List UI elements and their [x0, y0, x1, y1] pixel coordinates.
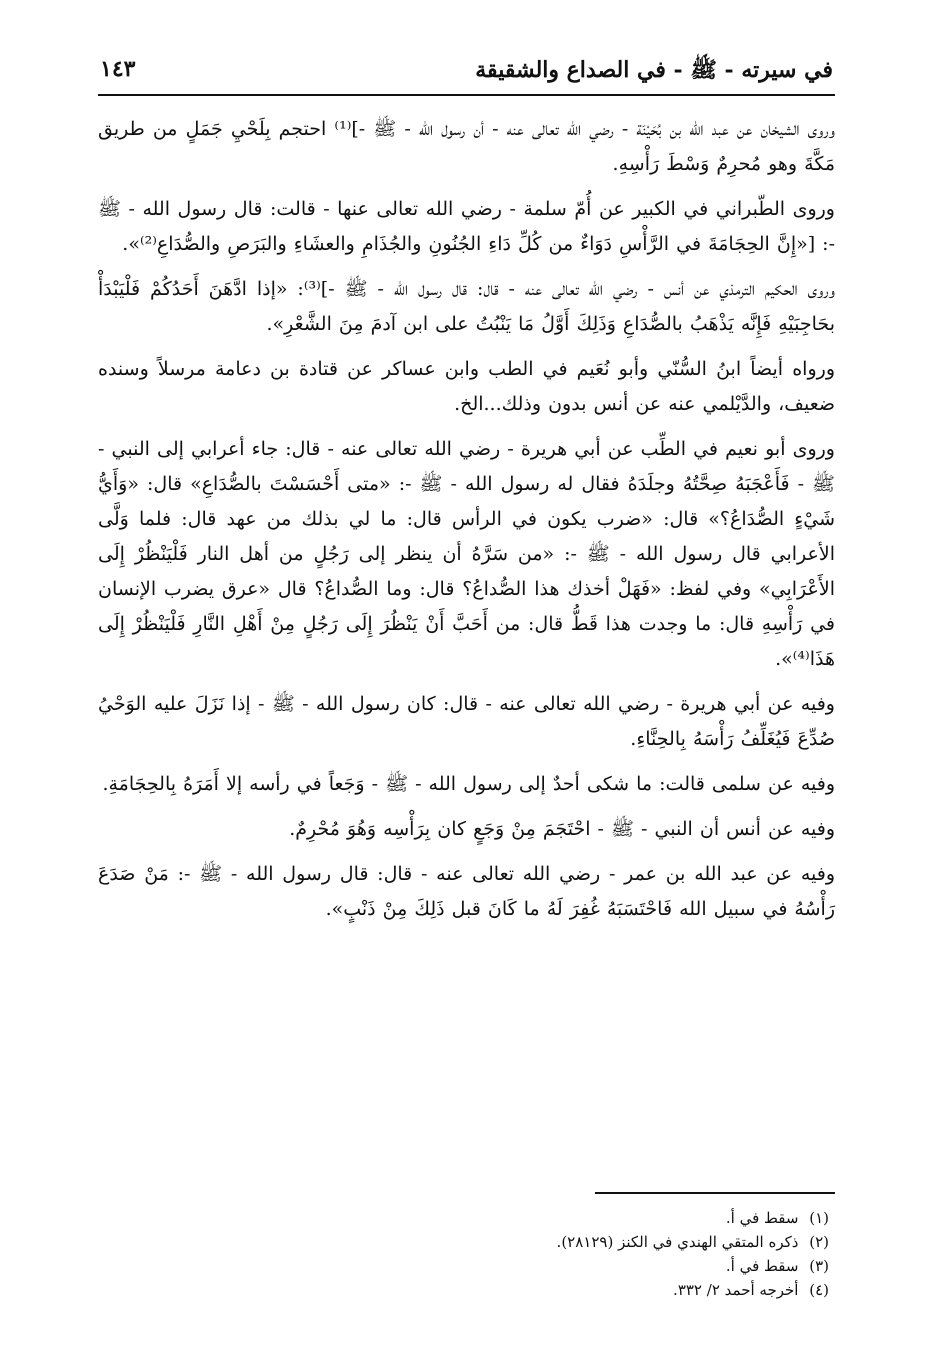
footnote-4: [98, 1278, 829, 1302]
footnote-number: (٣): [809, 1257, 829, 1275]
paragraph-3: وروى الحكيم الترمذي عن أنس - رضي الله تعالى عنه - قال: قال رسول الله - ﷺ -]⁽³⁾: «إذا ادَّهَنَ أَحَدُكُمْ فَلْيَبْدَأْ بحَاجِبَيْهِ فَإِنَّه يَذْهَبُ بالصُّدَاعِ وَذَلِكَ أَوَّلُ مَا يَنْبُتُ على ابن آدمَ مِنَ الشَّعْرِ».: [98, 278, 836, 335]
paragraph-2: وروى الطّبراني في الكبير عن أُمّ سلمة - رضي الله تعالى عنها - قالت: قال رسول الله - ﷺ -: [«إِنَّ الحِجَامَةَ في الرَّأْسِ دَوَاءٌ من كُلِّ دَاءِ الجُنُونِ والجُذَامِ والعشَاءِ والبَرَصِ والصُّدَاعِ⁽²⁾».: [98, 198, 835, 255]
paragraph-7: وفيه عن سلمى قالت: ما شكى أحدٌ إلى رسول الله - ﷺ - وَجَعاً في رأسه إلا أَمَرَهُ بِالحِجَامَةِ.: [102, 773, 835, 795]
paragraph-9: وفيه عن عبد الله بن عمر - رضي الله تعالى عنه - قال: قال رسول الله - ﷺ -: مَنْ صَدَعَ رَأْسُهُ في سبيل الله فَاحْتَسَبَهُ غُفِرَ لَهُ ما كَانَ قبل ذَلِكَ مِنْ ذَنْبٍ».: [98, 863, 835, 920]
header-rule: [98, 94, 835, 96]
paragraph-1: وروى الشيخان عن عبد الله بن بُحَيْنَة - رضي الله تعالى عنه - أن رسول الله - ﷺ -]⁽¹⁾ احتجم بِلَحْيِ جَمَلٍ من طريق مَكَّةَ وهو مُحرِمٌ وَسْطَ رَأْسِهِ.: [98, 118, 835, 175]
footnote-1: [98, 1206, 829, 1230]
paragraph-8: وفيه عن أنس أن النبي - ﷺ - احْتَجَمَ مِنْ وَجَعٍ كان بِرَأْسِه وَهُوَ مُحْرِمٌ.: [289, 818, 835, 840]
paragraph-6: وفيه عن أبي هريرة - رضي الله تعالى عنه - قال: كان رسول الله - ﷺ - إذا نَزَلَ عليه الوَحْيُ صُدِّعَ فَيُغَلِّفُ رَأْسَهُ بِالحِنَّاءِ.: [98, 693, 835, 750]
paragraph-4: ورواه أيضاً ابنُ السُّنّي وأبو نُعَيم في الطب وابن عساكر عن قتادة بن دعامة مرسلاً وسنده ضعيف، والدَّيْلمي عنه عن أنس بدون وذلك...الخ.: [98, 358, 835, 415]
footnote-text: ذكره المتقي الهندي في الكنز (٢٨١٢٩).: [556, 1233, 799, 1251]
footnote-number: (٤): [809, 1281, 829, 1299]
footnotes: [98, 1206, 829, 1302]
main-text: [98, 112, 835, 937]
footnote-2: [98, 1230, 829, 1254]
page-header: [100, 56, 833, 96]
paragraph-5: وروى أبو نعيم في الطِّب عن أبي هريرة - رضي الله تعالى عنه - قال: جاء أعرابي إلى النبي - ﷺ - فَأَعْجَبَهُ صِحَّتُهُ وجلَدَهُ فقال له رسول الله - ﷺ -: «متى أَحْسَسْتَ بالصُّدَاعِ» قال: «وَأَيُّ شَيْءٍ الصُّدَاعُ؟» قال: «ضرب يكون في الرأس قال: ما لي بذلك من عهد قال: فلما وَلَّى الأعرابي قال رسول الله - ﷺ -: «من سَرَّهُ أن ينظر إلى رَجُلٍ من أهل النار فَلْيَنْظُرْ إِلَى الأَعْرَابِي» وفي لفظ: «فَهَلْ أخذك هذا الصُّداعُ؟ قال: وما الصُّداعُ؟ قال «عرق يضرب الإنسان في رَأْسِهِ قال: ما وجدت هذا قَطُّ قال: من أَحَبَّ أَنْ يَنْظُرَ إِلَى رَجُلٍ مِنْ أَهْلِ النَّارِ فَلْيَنْظُرْ إِلَى هَذَا⁽⁴⁾».: [98, 438, 835, 670]
footnote-number: (١): [809, 1209, 829, 1227]
page-number: ١٤٣: [100, 56, 136, 82]
footnote-text: سقط في أ.: [725, 1257, 799, 1275]
footnote-text: أخرجه أحمد ٢/ ٣٣٢.: [673, 1281, 799, 1299]
footnote-text: سقط في أ.: [725, 1209, 799, 1227]
footnote-rule: [595, 1192, 835, 1194]
footnote-3: [98, 1254, 829, 1278]
footnote-number: (٢): [809, 1233, 829, 1251]
running-head: في سيرته - ﷺ - في الصداع والشقيقة: [475, 57, 833, 83]
